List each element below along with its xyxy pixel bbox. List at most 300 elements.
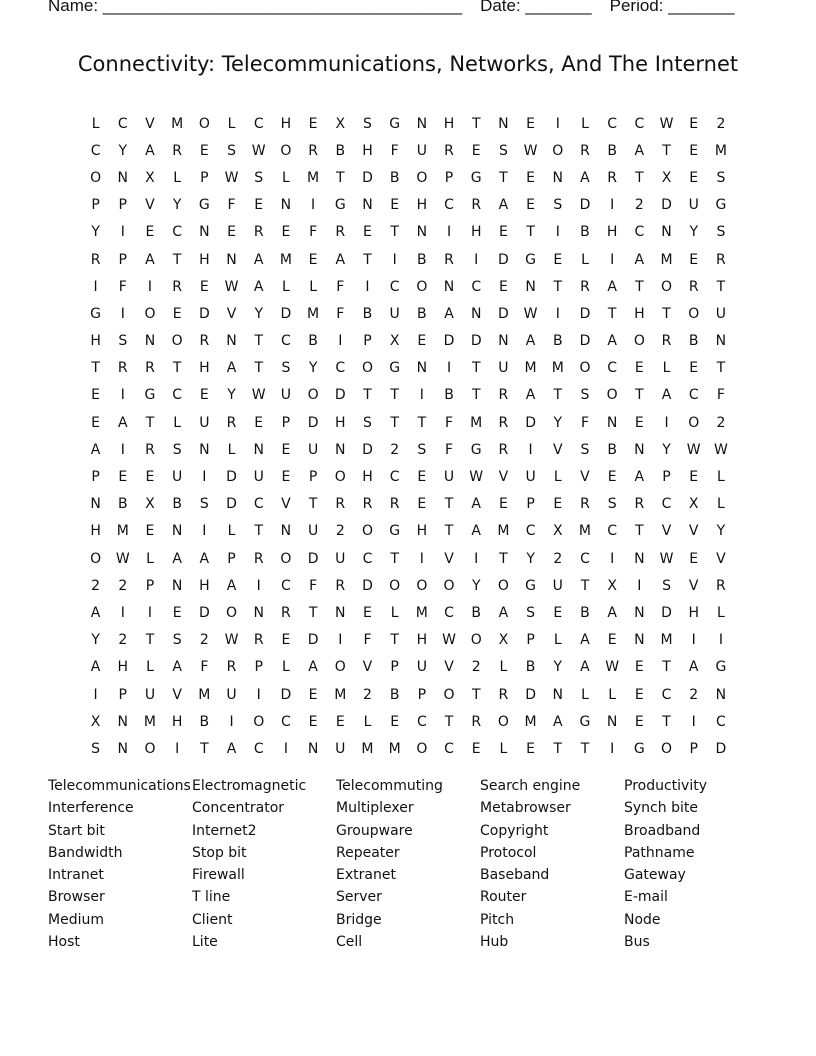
word-list-item: Synch bite xyxy=(624,800,698,817)
grid-letter: R xyxy=(90,251,101,268)
grid-letter: R xyxy=(580,278,590,295)
grid-letter: L xyxy=(227,441,236,458)
grid-letter: O xyxy=(280,550,292,567)
grid-letter: D xyxy=(498,251,509,268)
grid-letter: H xyxy=(90,333,101,350)
grid-letter: B xyxy=(607,142,617,159)
grid-letter: W xyxy=(251,387,266,404)
grid-letter: O xyxy=(334,469,346,486)
grid-letter: O xyxy=(661,278,673,295)
grid-letter: L xyxy=(581,251,589,268)
word-list xyxy=(48,778,768,956)
grid-letter: W xyxy=(659,115,674,132)
grid-letter: Y xyxy=(118,142,128,159)
grid-letter: R xyxy=(172,142,183,159)
grid-letter: O xyxy=(389,577,401,594)
grid-letter: C xyxy=(281,713,291,730)
grid-letter: N xyxy=(525,278,536,295)
word-list-item: T line xyxy=(192,889,231,906)
grid-letter: I xyxy=(528,441,533,458)
grid-letter: O xyxy=(307,387,319,404)
grid-letter: I xyxy=(474,550,479,567)
grid-letter: C xyxy=(172,224,183,241)
grid-letter: C xyxy=(253,496,264,513)
grid-letter: O xyxy=(253,713,265,730)
grid-letter: A xyxy=(444,305,454,322)
word-list-item: Lite xyxy=(192,934,218,951)
period-field: Period: _______ xyxy=(609,0,735,15)
grid-letter: U xyxy=(226,686,237,703)
grid-letter: W xyxy=(605,659,620,676)
grid-letter: A xyxy=(552,713,563,730)
grid-letter: T xyxy=(471,686,481,703)
grid-letter: E xyxy=(281,224,291,241)
grid-letter: O xyxy=(198,115,210,132)
word-list-item: Browser xyxy=(48,889,105,906)
grid-letter: I xyxy=(664,414,669,431)
grid-letter: 2 xyxy=(118,577,128,594)
grid-letter: O xyxy=(361,523,373,540)
word-list-item: Intranet xyxy=(48,867,104,884)
grid-letter: R xyxy=(226,659,237,676)
grid-letter: O xyxy=(688,305,700,322)
grid-letter: R xyxy=(145,441,155,458)
word-list-item: Multiplexer xyxy=(336,800,414,817)
grid-letter: T xyxy=(390,387,399,404)
grid-letter: E xyxy=(553,496,563,513)
grid-letter: B xyxy=(580,604,590,621)
grid-letter: T xyxy=(444,713,454,730)
word-list-item: Internet2 xyxy=(192,822,257,839)
grid-letter: R xyxy=(172,278,183,295)
grid-letter: N xyxy=(280,197,292,214)
word-list-item: Interference xyxy=(48,800,134,817)
grid-letter: R xyxy=(117,360,128,377)
grid-letter: Y xyxy=(553,414,563,431)
grid-letter: C xyxy=(607,523,618,540)
grid-letter: T xyxy=(91,360,100,377)
grid-letter: N xyxy=(498,333,509,350)
grid-letter: N xyxy=(144,333,156,350)
grid-letter: D xyxy=(307,414,319,431)
grid-letter: L xyxy=(173,169,182,186)
grid-letter: Y xyxy=(308,360,318,377)
grid-letter: V xyxy=(172,686,182,703)
grid-letter: I xyxy=(256,577,261,594)
grid-letter: P xyxy=(91,197,100,214)
grid-letter: A xyxy=(253,278,264,295)
grid-letter: U xyxy=(416,142,427,159)
grid-letter: U xyxy=(715,305,727,322)
grid-letter: 2 xyxy=(634,197,644,214)
grid-letter: 2 xyxy=(689,686,699,703)
word-list-item: Hub xyxy=(480,934,509,951)
grid-letter: E xyxy=(390,197,400,214)
grid-letter: U xyxy=(443,469,455,486)
grid-letter: X xyxy=(90,713,101,730)
grid-letter: L xyxy=(363,713,372,730)
grid-letter: I xyxy=(392,251,397,268)
grid-letter: I xyxy=(610,740,615,757)
grid-letter: W xyxy=(115,550,130,567)
grid-letter: C xyxy=(444,197,454,214)
grid-letter: E xyxy=(689,550,699,567)
grid-letter: T xyxy=(363,251,372,268)
grid-letter: L xyxy=(390,604,399,621)
grid-letter: I xyxy=(610,197,615,214)
grid-letter: T xyxy=(390,414,399,431)
grid-letter: G xyxy=(389,115,401,132)
grid-letter: O xyxy=(226,604,238,621)
grid-letter: N xyxy=(199,441,210,458)
grid-letter: S xyxy=(716,169,726,186)
grid-letter: H xyxy=(335,414,346,431)
grid-letter: T xyxy=(526,224,535,241)
grid-letter: D xyxy=(362,169,373,186)
grid-letter: M xyxy=(660,632,673,649)
grid-letter: X xyxy=(145,496,155,513)
word-list-item: Bandwidth xyxy=(48,844,123,861)
grid-letter: L xyxy=(499,659,508,676)
grid-letter: R xyxy=(634,496,645,513)
grid-letter: A xyxy=(226,740,237,757)
grid-letter: C xyxy=(362,550,373,567)
word-list-item: Bridge xyxy=(336,911,382,928)
grid-letter: T xyxy=(716,278,726,295)
word-list-item: Client xyxy=(192,911,233,928)
grid-letter: D xyxy=(525,414,536,431)
grid-letter: W xyxy=(523,305,538,322)
grid-letter: S xyxy=(553,197,563,214)
grid-letter: A xyxy=(580,659,590,676)
grid-letter: R xyxy=(308,142,318,159)
grid-letter: E xyxy=(254,414,264,431)
grid-letter: L xyxy=(581,115,589,132)
grid-letter: E xyxy=(118,469,128,486)
grid-letter: E xyxy=(281,469,291,486)
grid-letter: H xyxy=(606,224,618,241)
grid-letter: T xyxy=(635,387,644,404)
grid-letter: N xyxy=(117,740,129,757)
grid-letter: N xyxy=(498,115,509,132)
grid-letter: T xyxy=(336,169,345,186)
grid-letter: S xyxy=(662,577,671,594)
grid-letter: N xyxy=(416,115,428,132)
grid-letter: R xyxy=(199,333,210,350)
grid-letter: H xyxy=(199,577,210,594)
grid-letter: E xyxy=(254,197,264,214)
grid-letter: I xyxy=(120,387,125,404)
grid-letter: E xyxy=(634,360,644,377)
grid-letter: G xyxy=(198,197,210,214)
grid-letter: X xyxy=(145,169,155,186)
grid-letter: A xyxy=(199,550,210,567)
word-list-item: Server xyxy=(336,889,382,906)
grid-letter: I xyxy=(365,278,370,295)
grid-letter: R xyxy=(471,197,482,214)
grid-letter: V xyxy=(281,496,291,513)
grid-letter: X xyxy=(389,333,400,350)
grid-letter: X xyxy=(607,577,617,594)
grid-letter: G xyxy=(470,169,482,186)
grid-letter: U xyxy=(389,305,400,322)
grid-letter: M xyxy=(524,360,537,377)
grid-letter: C xyxy=(281,577,291,594)
grid-letter: N xyxy=(416,224,428,241)
grid-letter: E xyxy=(689,115,699,132)
grid-letter: S xyxy=(526,604,536,621)
grid-letter: A xyxy=(580,632,590,649)
grid-letter: B xyxy=(580,224,590,241)
grid-letter: F xyxy=(363,632,372,649)
grid-letter: P xyxy=(254,659,263,676)
grid-letter: I xyxy=(338,333,343,350)
grid-letter: P xyxy=(118,197,127,214)
grid-letter: V xyxy=(716,550,726,567)
grid-letter: N xyxy=(253,441,264,458)
grid-letter: D xyxy=(198,305,210,322)
grid-letter: U xyxy=(144,686,156,703)
grid-letter: R xyxy=(498,414,509,431)
grid-letter: L xyxy=(309,278,317,295)
grid-letter: G xyxy=(525,577,537,594)
grid-letter: F xyxy=(309,224,318,241)
grid-letter: M xyxy=(660,251,673,268)
grid-letter: R xyxy=(226,414,237,431)
grid-letter: O xyxy=(90,550,102,567)
grid-letter: D xyxy=(661,604,672,621)
grid-letter: T xyxy=(417,414,427,431)
grid-letter: X xyxy=(335,115,346,132)
grid-letter: M xyxy=(524,713,537,730)
grid-letter: U xyxy=(253,469,264,486)
grid-letter: E xyxy=(498,278,508,295)
grid-letter: I xyxy=(175,740,180,757)
grid-letter: U xyxy=(498,360,509,377)
grid-letter: R xyxy=(498,686,509,703)
grid-letter: N xyxy=(606,713,618,730)
grid-letter: T xyxy=(390,224,399,241)
grid-letter: R xyxy=(688,278,699,295)
grid-letter: T xyxy=(553,278,563,295)
grid-letter: 2 xyxy=(390,441,400,458)
grid-letter: I xyxy=(93,278,98,295)
grid-letter: E xyxy=(308,251,318,268)
grid-letter: E xyxy=(227,224,236,241)
grid-letter: L xyxy=(146,659,154,676)
grid-letter: T xyxy=(172,251,182,268)
grid-letter: L xyxy=(173,414,182,431)
grid-letter: I xyxy=(555,224,560,241)
grid-letter: Y xyxy=(91,224,100,241)
grid-letter: C xyxy=(172,387,183,404)
grid-letter: A xyxy=(335,251,346,268)
grid-letter: D xyxy=(198,604,210,621)
page-title: Connectivity: Telecommunications, Networks, And The Internet xyxy=(77,52,739,76)
grid-letter: P xyxy=(417,686,427,703)
word-list-item: Repeater xyxy=(336,844,400,861)
grid-letter: D xyxy=(280,305,292,322)
grid-letter: B xyxy=(417,251,427,268)
grid-letter: B xyxy=(117,496,128,513)
grid-letter: N xyxy=(470,305,482,322)
grid-letter: X xyxy=(552,523,563,540)
word-list-item: Node xyxy=(624,911,661,928)
grid-letter: A xyxy=(145,142,155,159)
word-list-item: Protocol xyxy=(480,844,537,861)
grid-letter: E xyxy=(172,305,182,322)
grid-letter: D xyxy=(362,577,373,594)
grid-letter: L xyxy=(282,659,290,676)
grid-letter: C xyxy=(281,333,291,350)
grid-letter: E xyxy=(634,414,644,431)
grid-letter: E xyxy=(689,469,699,486)
grid-letter: N xyxy=(226,251,237,268)
grid-letter: C xyxy=(117,115,128,132)
grid-letter: S xyxy=(417,441,427,458)
word-list-item: Copyright xyxy=(480,822,549,839)
grid-letter: E xyxy=(553,251,563,268)
grid-letter: 2 xyxy=(91,577,101,594)
grid-letter: M xyxy=(361,740,374,757)
grid-letter: T xyxy=(553,387,563,404)
grid-letter: A xyxy=(498,604,509,621)
grid-letter: L xyxy=(227,115,236,132)
grid-letter: E xyxy=(335,713,345,730)
grid-letter: A xyxy=(172,550,182,567)
grid-letter: R xyxy=(716,577,726,594)
grid-letter: E xyxy=(308,115,318,132)
grid-letter: E xyxy=(91,387,101,404)
grid-letter: A xyxy=(498,197,509,214)
grid-letter: P xyxy=(118,686,127,703)
grid-letter: E xyxy=(199,387,209,404)
grid-letter: W xyxy=(224,632,239,649)
grid-letter: E xyxy=(471,142,481,159)
grid-letter: L xyxy=(553,469,562,486)
grid-letter: M xyxy=(551,360,564,377)
grid-letter: X xyxy=(498,632,509,649)
grid-letter: P xyxy=(281,414,291,431)
grid-letter: C xyxy=(416,713,427,730)
grid-letter: I xyxy=(419,387,424,404)
grid-letter: H xyxy=(416,197,428,214)
grid-letter: D xyxy=(307,550,319,567)
grid-letter: A xyxy=(580,169,590,186)
grid-letter: A xyxy=(90,659,101,676)
grid-letter: H xyxy=(362,142,373,159)
word-list-item: Gateway xyxy=(624,867,686,884)
grid-letter: M xyxy=(578,523,592,540)
grid-letter: O xyxy=(280,142,292,159)
grid-letter: A xyxy=(525,387,536,404)
grid-letter: Y xyxy=(716,523,726,540)
grid-letter: U xyxy=(335,740,346,757)
grid-letter: S xyxy=(172,632,182,649)
grid-letter: N xyxy=(90,496,101,513)
grid-letter: E xyxy=(526,740,536,757)
grid-letter: R xyxy=(471,713,482,730)
grid-letter: Y xyxy=(689,224,698,241)
grid-letter: E xyxy=(689,169,699,186)
grid-letter: N xyxy=(552,169,564,186)
grid-letter: R xyxy=(498,387,509,404)
word-list-item: Broadband xyxy=(624,822,701,839)
grid-letter: H xyxy=(688,604,699,621)
grid-letter: D xyxy=(280,686,292,703)
word-list-item: Productivity xyxy=(624,778,707,794)
grid-letter: D xyxy=(362,441,373,458)
grid-letter: C xyxy=(444,604,454,621)
grid-letter: O xyxy=(416,169,428,186)
grid-letter: S xyxy=(91,740,101,757)
grid-letter: P xyxy=(390,659,399,676)
grid-letter: A xyxy=(607,604,617,621)
grid-letter: I xyxy=(691,632,696,649)
grid-letter: M xyxy=(388,740,401,757)
grid-letter: M xyxy=(171,115,184,132)
grid-letter: L xyxy=(227,523,236,540)
grid-letter: T xyxy=(444,496,454,513)
grid-letter: E xyxy=(689,142,699,159)
grid-letter: I xyxy=(120,604,125,621)
grid-letter: N xyxy=(443,278,455,295)
grid-letter: B xyxy=(444,387,454,404)
grid-letter: N xyxy=(634,441,645,458)
grid-letter: S xyxy=(172,441,182,458)
grid-letter: T xyxy=(635,169,644,186)
grid-letter: A xyxy=(172,659,182,676)
word-list-item: Electromagnetic xyxy=(192,778,307,794)
grid-letter: U xyxy=(525,469,536,486)
grid-letter: D xyxy=(579,305,591,322)
grid-letter: W xyxy=(442,632,456,649)
grid-letter: U xyxy=(307,441,319,458)
grid-letter: O xyxy=(606,387,618,404)
grid-letter: M xyxy=(307,169,320,186)
grid-letter: S xyxy=(281,360,291,377)
grid-letter: T xyxy=(662,142,671,159)
grid-letter: G xyxy=(633,740,645,757)
grid-letter: P xyxy=(689,740,698,757)
grid-letter: D xyxy=(579,333,591,350)
grid-letter: I xyxy=(147,604,153,621)
grid-letter: F xyxy=(445,441,454,458)
word-list-item: Router xyxy=(480,889,527,906)
grid-letter: T xyxy=(145,632,155,649)
grid-letter: F xyxy=(227,197,236,214)
grid-letter: I xyxy=(147,278,153,295)
grid-letter: I xyxy=(474,251,479,268)
grid-letter: I xyxy=(637,577,642,594)
name-field: Name: ______________________________________ xyxy=(48,0,463,15)
grid-letter: T xyxy=(716,360,726,377)
grid-letter: V xyxy=(688,577,699,594)
grid-letter: N xyxy=(634,632,645,649)
grid-letter: V xyxy=(688,523,699,540)
grid-letter: E xyxy=(498,496,508,513)
grid-letter: N xyxy=(552,686,564,703)
grid-letter: O xyxy=(144,305,156,322)
grid-letter: X xyxy=(688,496,699,513)
grid-letter: F xyxy=(200,659,209,676)
grid-letter: Y xyxy=(227,387,236,404)
grid-letter: M xyxy=(307,305,320,322)
grid-letter: O xyxy=(688,414,700,431)
word-list-item: Concentrator xyxy=(192,800,285,817)
grid-letter: T xyxy=(308,496,318,513)
grid-letter: I xyxy=(446,360,452,377)
